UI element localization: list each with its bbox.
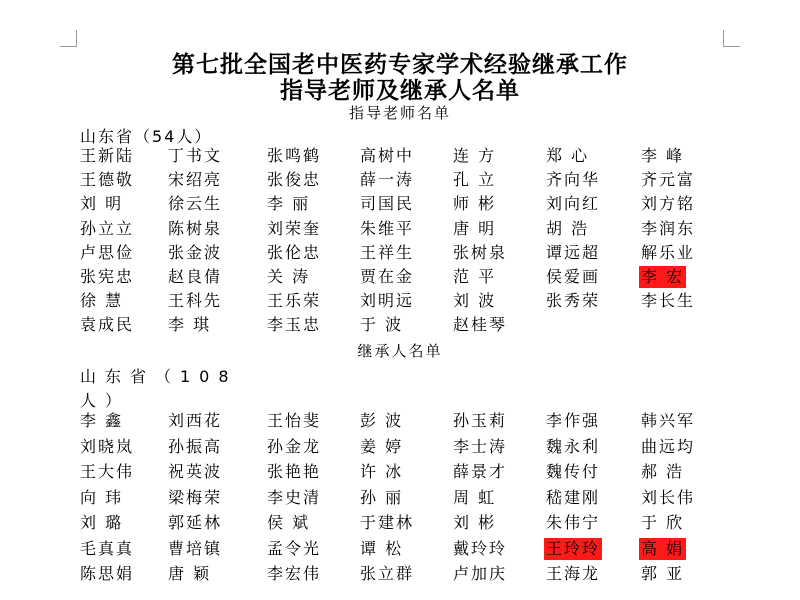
successor-name: 刘西花 [168,411,223,430]
teacher-name: 王乐荣 [267,291,322,311]
successor-name: 孙金龙 [267,436,322,456]
successor-name: 周 虹 [453,487,497,507]
teacher-name: 张宪忠 [80,267,135,286]
teacher-name: 徐 慧 [80,291,124,311]
successor-name: 李士涛 [453,436,508,456]
teacher-name: 赵良倩 [168,267,223,286]
teacher-name: 李 峰 [641,146,685,165]
successor-name: 侯 斌 [267,513,311,532]
successor-name: 郭延林 [168,513,223,532]
successor-name: 曹培镇 [168,538,223,558]
teacher-name: 李 宏 [641,267,685,286]
teacher-name: 李 丽 [267,194,311,214]
successors-province-line2: 人） [80,391,131,410]
teacher-name: 袁成民 [80,315,135,335]
teacher-name: 刘 波 [453,291,497,311]
document-title-line2: 指导老师及继承人名单 [280,78,520,104]
successor-name: 刘 璐 [80,513,124,532]
teacher-name: 李润东 [641,218,696,238]
teacher-name: 刘向红 [546,194,601,214]
teacher-name: 唐 明 [453,218,497,238]
teacher-name: 张秀荣 [546,291,601,311]
successor-name: 孙振高 [168,436,223,456]
successor-name: 李史清 [267,487,322,507]
teacher-name: 高树中 [360,146,415,165]
page-corner-mark-left [60,30,77,47]
successor-name: 毛真真 [80,538,135,558]
successor-name: 许 冰 [360,462,404,481]
teacher-name: 师 彬 [453,194,497,214]
successor-name: 李 鑫 [80,411,124,430]
successor-name: 郝 浩 [641,462,685,481]
teacher-name: 胡 浩 [546,218,590,238]
teacher-name: 张金波 [168,242,223,262]
teacher-name: 刘荣奎 [267,218,322,238]
teacher-name: 陈树泉 [168,218,223,238]
teacher-name: 丁书文 [168,146,223,165]
successor-name: 郭 亚 [641,564,685,583]
successor-name: 孙 丽 [360,487,404,507]
successor-name: 朱伟宁 [546,513,601,532]
successor-name: 魏永利 [546,436,601,456]
successor-name: 于 欣 [641,513,685,532]
teacher-name: 李长生 [641,291,696,311]
teacher-name: 王科先 [168,291,223,311]
teacher-name: 孔 立 [453,170,497,190]
teacher-name: 郑 心 [546,146,590,165]
successor-name: 韩兴军 [641,411,696,430]
teacher-name: 徐云生 [168,194,223,214]
teacher-name: 张树泉 [453,242,508,262]
teacher-name: 薛一涛 [360,170,415,190]
teacher-name: 齐向华 [546,170,601,190]
page-corner-mark-right [723,30,740,47]
teacher-name: 刘方铭 [641,194,696,214]
teacher-name: 王新陆 [80,146,135,165]
successor-name: 薛景才 [453,462,508,481]
teachers-heading: 指导老师名单 [348,104,451,122]
teacher-name: 关 涛 [267,267,311,286]
successor-name: 陈思娟 [80,564,135,583]
successor-name: 祝英波 [168,462,223,481]
teacher-name: 司国民 [360,194,415,214]
teacher-name: 解乐业 [641,242,696,262]
teacher-name: 齐元富 [641,170,696,190]
successors-heading: 继承人名单 [357,342,443,360]
successor-name: 姜 婷 [360,436,404,456]
successor-name: 刘长伟 [641,487,696,507]
successor-name: 刘晓岚 [80,436,135,456]
successor-name: 卢加庆 [453,564,508,583]
teacher-name: 王祥生 [360,242,415,262]
successor-name: 向 玮 [80,487,124,507]
teacher-name: 李玉忠 [267,315,322,335]
successor-name: 彭 波 [360,411,404,430]
teacher-name: 孙立立 [80,218,135,238]
successor-name: 王玲玲 [546,538,601,558]
successor-name: 唐 颖 [168,564,212,583]
teacher-name: 朱维平 [360,218,415,238]
successor-name: 李作强 [546,411,601,430]
successor-name: 孟令光 [267,538,322,558]
teacher-name: 张俊忠 [267,170,322,190]
successor-name: 张艳艳 [267,462,322,481]
successor-name: 于建林 [360,513,415,532]
teacher-name: 侯爱画 [546,267,601,286]
successor-name: 张立群 [360,564,415,583]
successors-province-line1: 山东省（108 [80,367,238,386]
successor-name: 戴玲玲 [453,538,508,558]
successor-name: 王怡斐 [267,411,322,430]
document-title-line1: 第七批全国老中医药专家学术经验继承工作 [172,52,628,78]
successor-name: 曲远均 [641,436,696,456]
teacher-name: 张鸣鹤 [267,146,322,165]
successor-name: 谭 松 [360,538,404,558]
teachers-province: 山东省（54人） [80,127,213,146]
successor-name: 王海龙 [546,564,601,583]
teacher-name: 于 波 [360,315,404,335]
teacher-name: 贾在金 [360,267,415,286]
teacher-name: 宋绍亮 [168,170,223,190]
successor-name: 刘 彬 [453,513,497,532]
teacher-name: 张伦忠 [267,242,322,262]
teacher-name: 刘 明 [80,194,124,214]
teacher-name: 范 平 [453,267,497,286]
teacher-name: 连 方 [453,146,497,165]
successor-name: 孙玉莉 [453,411,508,430]
teacher-name: 谭远超 [546,242,601,262]
teacher-name: 王德敬 [80,170,135,190]
teacher-name: 刘明远 [360,291,415,311]
successor-name: 高 娟 [641,538,685,558]
successor-name: 嵇建刚 [546,487,601,507]
successor-name: 魏传付 [546,462,601,481]
successor-name: 梁梅荣 [168,487,223,507]
successor-name: 李宏伟 [267,564,322,583]
teacher-name: 卢思俭 [80,242,135,262]
successor-name: 王大伟 [80,462,135,481]
teacher-name: 赵桂琴 [453,315,508,335]
teacher-name: 李 琪 [168,315,212,335]
